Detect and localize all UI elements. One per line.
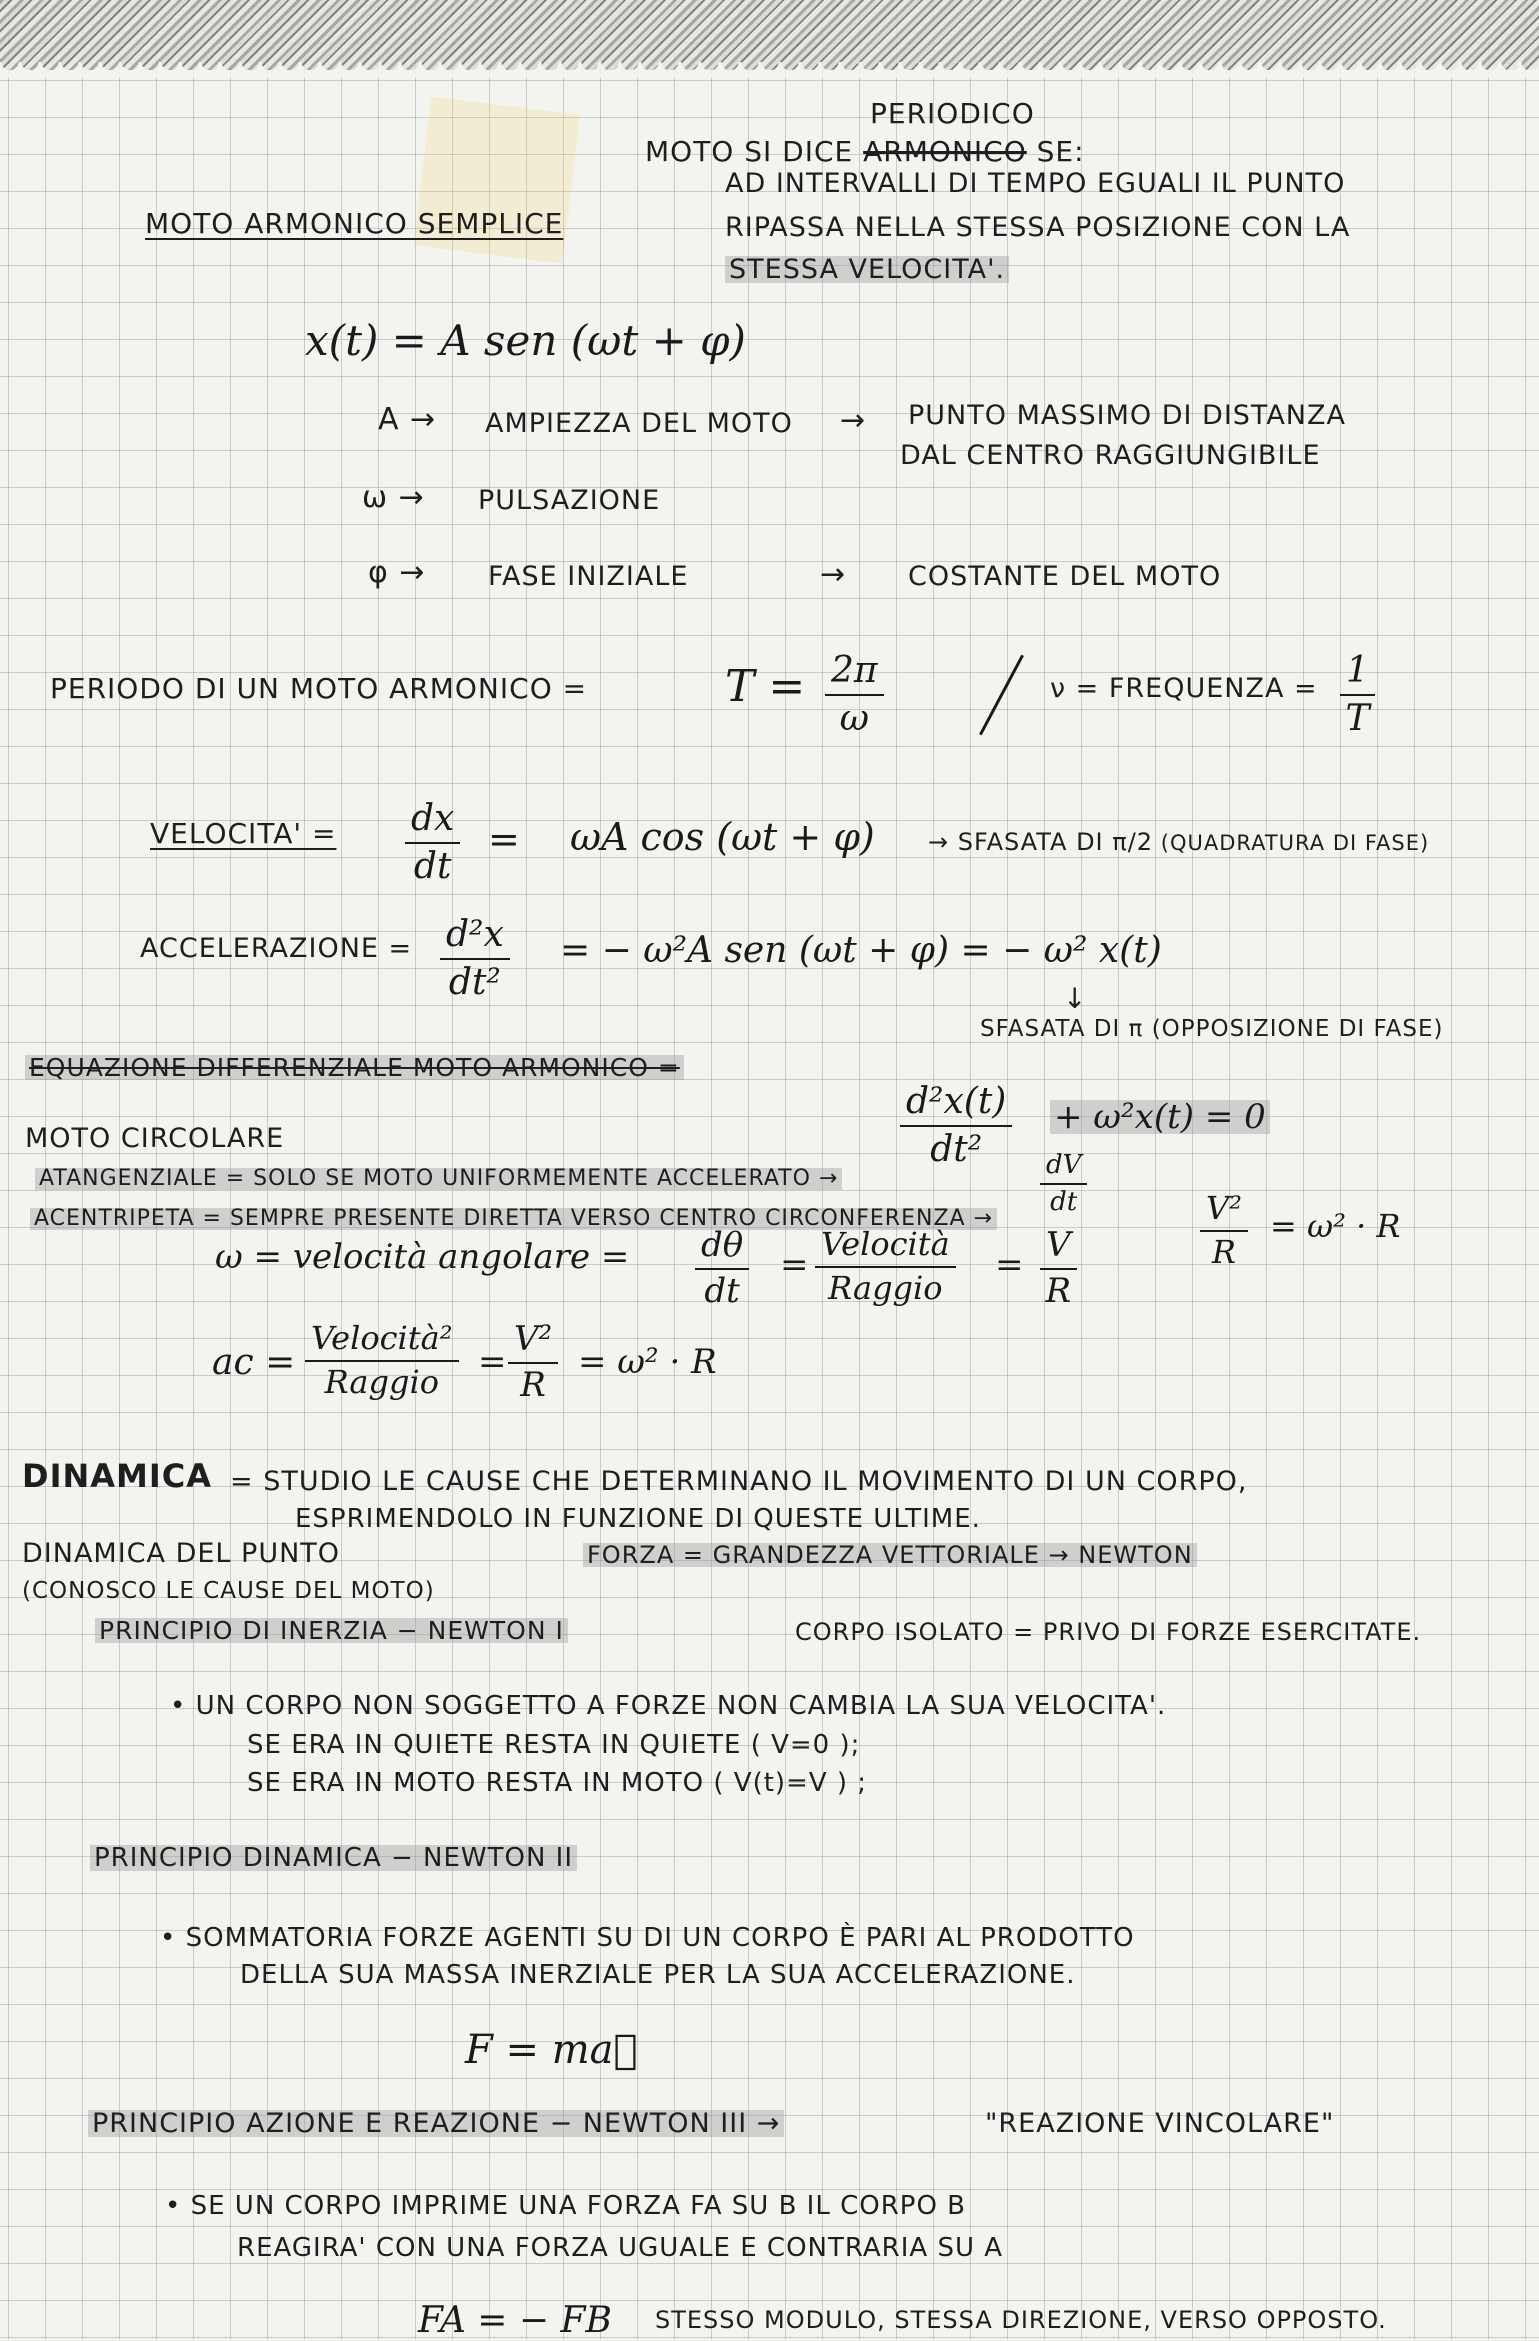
period-fraction: [825, 652, 884, 738]
tangential-num: dV: [1040, 1152, 1087, 1185]
moto-si-dice: [645, 135, 1085, 168]
angular-fraction-2: [815, 1225, 956, 1307]
velocity-note-frac: π/2: [1112, 828, 1154, 856]
acceleration-note: SFASATA DI π (OPPOSIZIONE DI FASE): [980, 1016, 1444, 1042]
acceleration-fraction: [440, 916, 510, 1002]
acceleration-num: d²x: [440, 916, 510, 960]
omega-symbol: ω →: [362, 480, 425, 515]
dynamics-def-line-1: = STUDIO LE CAUSE CHE DETERMINANO IL MOVIMENTO DI UN CORPO,: [230, 1466, 1248, 1497]
angular-velocity-label: ω = velocità angolare =: [215, 1237, 630, 1277]
moto-armonico-title: MOTO ARMONICO SEMPLICE: [145, 207, 564, 240]
velocity-note-pre: → SFASATA DI: [928, 828, 1113, 856]
dynamics-label: DINAMICA: [22, 1457, 213, 1495]
dynamics-point-title: DINAMICA DEL PUNTO: [22, 1538, 341, 1569]
newton-1-line-3: SE ERA IN MOTO RESTA IN MOTO ( V(t)=V ) ;: [247, 1768, 868, 1798]
newton-3-quote: "REAZIONE VINCOLARE": [985, 2108, 1335, 2139]
newton-3-bullet: • SE UN CORPO IMPRIME UNA FORZA FA SU B IL CORPO B: [165, 2191, 967, 2221]
newton-3-title: PRINCIPIO AZIONE E REAZIONE − NEWTON III →: [88, 2110, 784, 2137]
centripetal-num: V²: [1200, 1192, 1248, 1232]
newton-1-line-2: SE ERA IN QUIETE RESTA IN QUIETE ( V=0 );: [247, 1730, 861, 1760]
amplitude-note-1: PUNTO MASSIMO DI DISTANZA: [908, 400, 1346, 431]
newton-3-line-2: REAGIRA' CON UNA FORZA UGUALE E CONTRARIA SU A: [237, 2233, 1004, 2263]
angular-den-1: dt: [704, 1270, 740, 1311]
angular-num-3: V: [1040, 1228, 1077, 1270]
frequency-label: ν = FREQUENZA =: [1050, 673, 1318, 704]
angular-num-2: Velocità: [815, 1228, 956, 1268]
velocity-eq: =: [488, 817, 520, 861]
frequency-den: T: [1345, 697, 1370, 739]
amplitude-desc: AMPIEZZA DEL MOTO: [485, 408, 793, 439]
phi-symbol: φ →: [368, 555, 426, 590]
velocity-num: dx: [405, 800, 460, 844]
amplitude-symbol: A →: [378, 402, 437, 437]
angular-fraction-3: [1040, 1225, 1077, 1311]
newton-3-formula-note: STESSO MODULO, STESSA DIREZIONE, VERSO OPPOSTO.: [655, 2306, 1387, 2334]
centripetal-acc-den-1: Raggio: [324, 1362, 439, 1401]
period-num: 2π: [825, 652, 884, 696]
velocity-label: VELOCITA' =: [150, 817, 337, 850]
centripetal-fraction: [1200, 1189, 1248, 1271]
centripetal-acc-num-1: Velocità²: [305, 1322, 459, 1362]
frequency-fraction: [1340, 652, 1375, 738]
centripetal-acc-fraction-2: [508, 1319, 558, 1405]
centripetal-acc-num-2: V²: [508, 1322, 558, 1364]
moto-si-dice-pre: MOTO SI DICE: [645, 135, 864, 168]
period-den: ω: [839, 697, 869, 739]
isolated-body: CORPO ISOLATO = PRIVO DI FORZE ESERCITATE.: [795, 1618, 1422, 1646]
acceleration-label: ACCELERAZIONE =: [140, 933, 413, 964]
centripetal-acc-fraction-1: [305, 1319, 459, 1401]
circular-motion-title: MOTO CIRCOLARE: [25, 1123, 285, 1154]
centripetal-rest: = ω² · R: [1270, 1207, 1401, 1245]
tangential-fraction: [1040, 1152, 1087, 1217]
newton-1-title: PRINCIPIO DI INERZIA − NEWTON I: [95, 1618, 568, 1643]
periodic-word: PERIODICO: [870, 97, 1035, 130]
angular-num-1: dθ: [695, 1228, 749, 1270]
velocity-fraction: [405, 800, 460, 886]
newton-1-bullet: • UN CORPO NON SOGGETTO A FORZE NON CAMBIA LA SUA VELOCITA'.: [170, 1691, 1167, 1721]
centripetal-acc-rest: = ω² · R: [578, 1342, 717, 1382]
dynamics-causes-note: (CONOSCO LE CAUSE DEL MOTO): [22, 1578, 435, 1604]
velocity-expr: ωA cos (ωt + φ): [570, 815, 875, 859]
centripetal-acc-eq: =: [478, 1342, 507, 1382]
angular-eq-1: =: [780, 1245, 809, 1285]
phi-note: COSTANTE DEL MOTO: [908, 561, 1222, 592]
acceleration-arrow: ↓: [1063, 982, 1088, 1015]
velocity-note-post: (QUADRATURA DI FASE): [1153, 831, 1430, 855]
diff-equation-num: d²x(t): [900, 1083, 1012, 1127]
newton-2-title: PRINCIPIO DINAMICA − NEWTON II: [90, 1845, 577, 1871]
velocity-note: [928, 830, 1429, 854]
tangential-den: dt: [1050, 1187, 1078, 1218]
angular-den-3: R: [1045, 1270, 1072, 1311]
diff-equation-den: dt²: [930, 1128, 983, 1170]
angular-den-2: Raggio: [828, 1268, 943, 1307]
phi-desc: FASE INIZIALE: [488, 561, 689, 592]
omega-desc: PULSAZIONE: [478, 485, 661, 516]
centripetal-acc-den-2: R: [520, 1364, 546, 1405]
torn-page-edge: [0, 0, 1539, 70]
period-T-eq: T =: [725, 661, 806, 712]
newton-2-bullet: • SOMMATORIA FORZE AGENTI SU DI UN CORPO È PARI AL PRODOTTO: [160, 1923, 1135, 1953]
diff-equation-label: EQUAZIONE DIFFERENZIALE MOTO ARMONICO =: [25, 1055, 684, 1080]
frequency-num: 1: [1340, 652, 1375, 696]
periodo-label: PERIODO DI UN MOTO ARMONICO =: [50, 672, 588, 705]
definition-line-3: STESSA VELOCITA'.: [725, 256, 1009, 283]
angular-eq-2: =: [995, 1245, 1024, 1285]
centripetal-acc-label: ac =: [212, 1342, 296, 1383]
harmonic-equation: x(t) = A sen (ωt + φ): [305, 316, 746, 365]
acceleration-den: dt²: [448, 961, 501, 1003]
amplitude-arrow: →: [840, 403, 867, 438]
centripetal-den: R: [1211, 1232, 1237, 1271]
acceleration-expr: = − ω²A sen (ωt + φ) = − ω² x(t): [560, 930, 1162, 971]
diff-equation-fraction: [900, 1083, 1012, 1169]
moto-si-dice-post: SE:: [1026, 135, 1085, 168]
diff-equation-rest: + ω²x(t) = 0: [1050, 1100, 1270, 1134]
tangential-line: ATANGENZIALE = SOLO SE MOTO UNIFORMEMENTE ACCELERATO →: [35, 1168, 842, 1190]
amplitude-note-2: DAL CENTRO RAGGIUNGIBILE: [900, 440, 1321, 471]
newton-2-line-2: DELLA SUA MASSA INERZIALE PER LA SUA ACCELERAZIONE.: [240, 1960, 1076, 1990]
newton-2-formula: F = ma⃗: [465, 2027, 638, 2073]
newton-3-formula: FA = − FB: [418, 2300, 612, 2341]
angular-fraction-1: [695, 1225, 749, 1311]
phi-arrow: →: [820, 557, 847, 592]
moto-si-dice-struck: ARMONICO: [863, 135, 1027, 168]
dynamics-def-line-2: ESPRIMENDOLO IN FUNZIONE DI QUESTE ULTIME.: [295, 1504, 981, 1534]
centripetal-line: ACENTRIPETA = SEMPRE PRESENTE DIRETTA VERSO CENTRO CIRCONFERENZA →: [30, 1208, 997, 1230]
definition-line-2: RIPASSA NELLA STESSA POSIZIONE CON LA: [725, 212, 1351, 243]
velocity-den: dt: [413, 845, 452, 887]
definition-line-1: AD INTERVALLI DI TEMPO EGUALI IL PUNTO: [725, 168, 1346, 199]
force-definition: FORZA = GRANDEZZA VETTORIALE → NEWTON: [583, 1543, 1197, 1567]
